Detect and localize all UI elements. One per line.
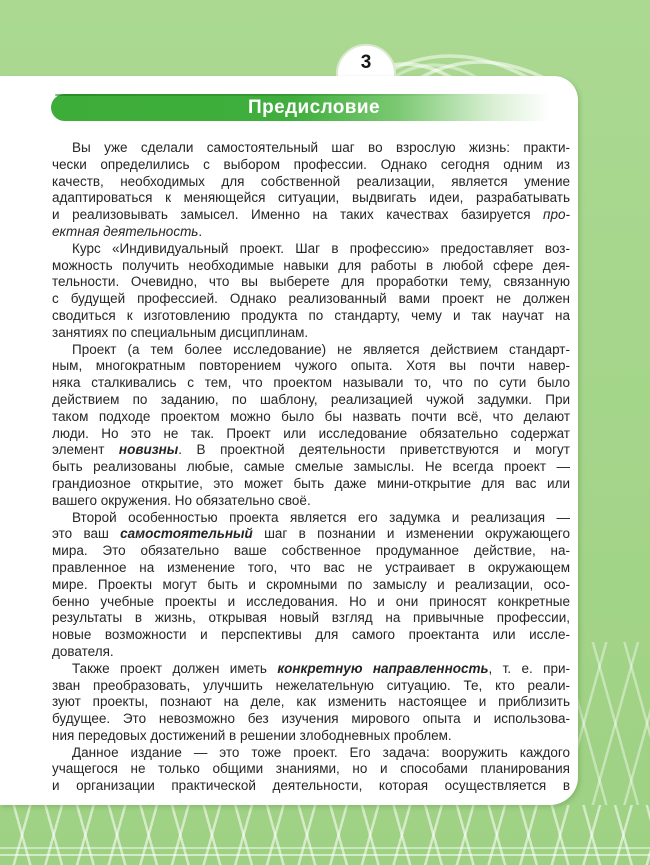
- emphasized-text: новизны: [118, 442, 179, 458]
- text-run: сводиться к изготовлению продукта по стандарту, чему и так научат на: [52, 307, 570, 323]
- text-line: [52, 224, 570, 241]
- text-run: таком подходе проектом можно было бы назвать почти всё, что делают: [52, 408, 570, 424]
- text-run: элемент: [52, 442, 119, 458]
- text-line: [52, 644, 570, 661]
- text-run: действием по заданию, по шаблону, реализацией чужой задумки. При: [52, 391, 570, 407]
- text-run: Проект (а тем более исследование) не является действием стандарт-: [72, 341, 570, 357]
- text-run: ния передовых достижений в решении злободневных проблем.: [52, 727, 452, 743]
- text-line: [52, 778, 570, 795]
- emphasized-text: ектная деятельность: [52, 223, 199, 239]
- text-line: [52, 661, 570, 678]
- text-run: грандиозное открытие, это может быть даже мини-открытие для вас или: [52, 475, 570, 491]
- text-line: [52, 325, 570, 342]
- text-line: [52, 426, 570, 443]
- text-run: вашего окружения. Но обязательно своё.: [52, 492, 311, 508]
- text-run: ным, многократным повторением чужого опыта. Хотя вы почти навер-: [52, 358, 570, 374]
- text-line: [52, 392, 570, 409]
- text-line: [52, 409, 570, 426]
- text-run: учащегося не только общими знаниями, но и способами планирования: [52, 761, 570, 777]
- text-line: [52, 728, 570, 745]
- emphasized-text: про-: [543, 207, 570, 223]
- text-run: няка сталкивались с тем, что проектом называли то, что по сути было: [52, 375, 570, 391]
- text-run: мира. Это обязательно ваше собственное продуманное действие, на-: [52, 543, 570, 559]
- text-run: качеств, необходимых для собственной реализации, является умение: [52, 173, 570, 189]
- content-card: [0, 76, 578, 805]
- text-line: [52, 711, 570, 728]
- text-line: [52, 761, 570, 778]
- section-title: Предисловие: [248, 97, 380, 118]
- text-line: [52, 510, 570, 527]
- text-run: .: [198, 223, 203, 239]
- page-number: 3: [360, 52, 372, 73]
- text-run: мире. Проекты могут быть и скромными по замыслу и реализации, осо-: [52, 576, 570, 592]
- text-line: [52, 140, 570, 157]
- text-line: [52, 577, 570, 594]
- text-run: зуют проекты, познают на деле, как изменить настоящее и приблизить: [52, 694, 570, 710]
- lattice-pattern-bottom: [0, 805, 650, 865]
- text-run: Второй особенностью проекта является его задумка и реализация —: [72, 509, 570, 525]
- text-run: новые возможности и перспективы для самого проектанта или иссле-: [52, 627, 570, 643]
- paragraph: [52, 241, 570, 342]
- emphasized-text: конкретную направленность: [277, 660, 489, 676]
- text-line: [52, 526, 570, 543]
- paragraph: [52, 661, 570, 745]
- text-line: [52, 207, 570, 224]
- text-run: и организации практической деятельности, которая осуществляется в: [52, 778, 570, 794]
- bottom-edge-line: [0, 854, 650, 856]
- text-run: зван преобразовать, улучшить нежелательную ситуацию. Те, кто реали-: [52, 677, 570, 693]
- text-line: [52, 157, 570, 174]
- text-run: быть реализованы любые, самые смелые замыслы. Не всегда проект —: [52, 459, 570, 475]
- text-line: [52, 610, 570, 627]
- text-run: люди. Но это не так. Проект или исследование обязательно содержат: [52, 425, 570, 441]
- text-run: Также проект должен иметь: [72, 660, 278, 676]
- text-run: это ваш: [52, 526, 121, 542]
- text-line: [52, 291, 570, 308]
- text-line: [52, 543, 570, 560]
- text-run: бенно учебные проекты и исследования. Но и они приносят конкретные: [52, 593, 570, 609]
- text-run: , т. е. при-: [488, 660, 570, 676]
- text-line: [52, 274, 570, 291]
- text-line: [52, 745, 570, 762]
- text-run: Данное издание — это тоже проект. Его задача: вооружить каждого: [72, 744, 570, 760]
- text-line: [52, 442, 570, 459]
- text-run: дователя.: [52, 643, 114, 659]
- text-run: тельности. Очевидно, что вы выберете для проработки тему, связанную: [52, 274, 570, 290]
- paragraph: [52, 140, 570, 241]
- paragraph: [52, 342, 570, 510]
- paragraph: [52, 510, 570, 661]
- text-run: будущее. Это невозможно без изучения мирового опыта и использова-: [52, 711, 570, 727]
- lattice-pattern-right: [576, 642, 650, 805]
- text-line: [52, 594, 570, 611]
- text-run: результаты в жизнь, открывая новый взгляд на привычные профессии,: [52, 610, 570, 626]
- paragraph: [52, 745, 570, 795]
- text-run: и реализовывать замысел. Именно на таких качествах базируется: [52, 207, 544, 223]
- emphasized-text: самостоятельный: [120, 526, 253, 542]
- text-run: занятиях по специальным дисциплинам.: [52, 324, 309, 340]
- text-run: адаптироваться к меняющейся ситуации, выдвигать идеи, разрабатывать: [52, 190, 570, 206]
- text-line: [52, 493, 570, 510]
- text-line: [52, 560, 570, 577]
- text-run: Курс «Индивидуальный проект. Шаг в профессию» предоставляет воз-: [72, 240, 570, 256]
- text-line: [52, 258, 570, 275]
- text-line: [52, 241, 570, 258]
- text-line: [52, 308, 570, 325]
- text-line: [52, 358, 570, 375]
- text-line: [52, 459, 570, 476]
- text-line: [52, 476, 570, 493]
- text-run: с будущей профессией. Однако реализованный вами проект не должен: [52, 291, 570, 307]
- text-line: [52, 190, 570, 207]
- text-line: [52, 678, 570, 695]
- text-run: шаг в познании и изменении окружающего: [252, 526, 570, 542]
- section-title-bar: [51, 94, 577, 121]
- text-run: правленное на изменение того, что вас не устраивает в окружающем: [52, 559, 570, 575]
- text-run: . В проектной деятельности приветствуются и могут: [178, 442, 570, 458]
- text-run: Вы уже сделали самостоятельный шаг во взрослую жизнь: практи-: [72, 140, 570, 155]
- text-line: [52, 342, 570, 359]
- text-run: чески определились с выбором профессии. Однако сегодня одним из: [52, 156, 570, 172]
- text-block: [52, 140, 570, 795]
- text-run: можность получить необходимые навыки для работы в любой сфере дея-: [52, 257, 570, 273]
- text-line: [52, 627, 570, 644]
- text-line: [52, 694, 570, 711]
- text-line: [52, 174, 570, 191]
- text-line: [52, 375, 570, 392]
